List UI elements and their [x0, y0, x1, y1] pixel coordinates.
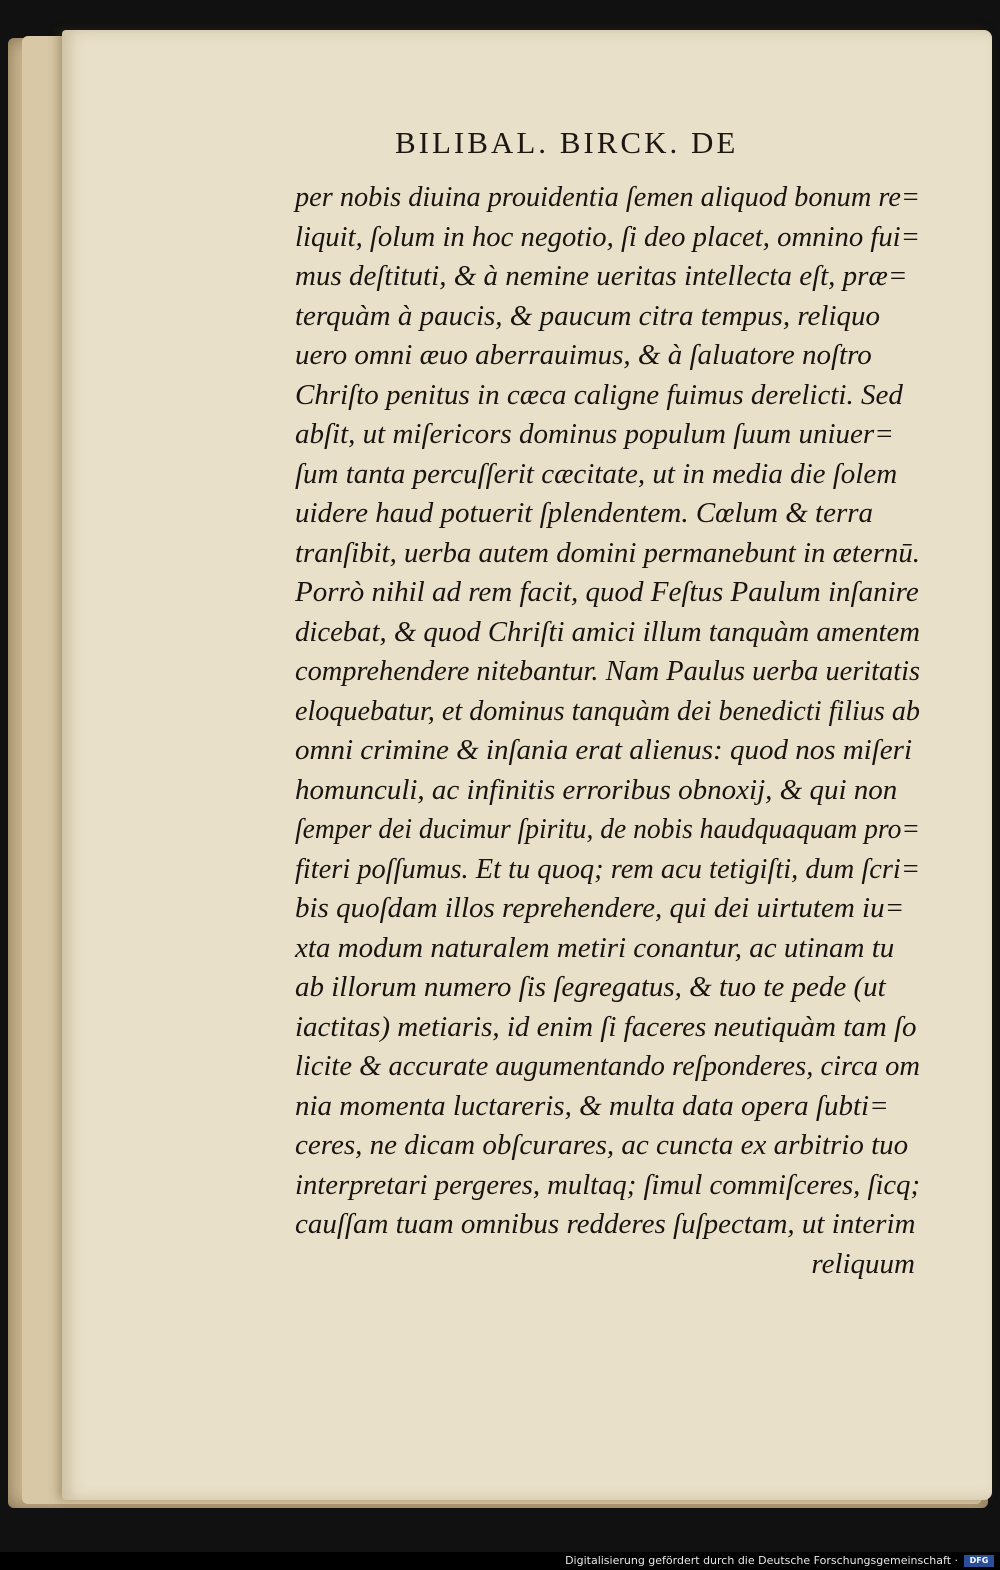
text-line: licite & accurate augumentando reſponderes, circa om: [295, 1050, 920, 1082]
text-line: ceres, ne dicam obſcurares, ac cuncta ex arbitrio tuo: [295, 1129, 909, 1161]
text-line: ſum tanta percuſſerit cæcitate, ut in media die ſolem: [295, 457, 898, 490]
text-line: Chriſto penitus in cæca caligne fuimus derelicti. Sed: [295, 378, 903, 411]
text-line: xta modum naturalem metiri conantur, ac utinam tu: [295, 931, 895, 964]
text-line: homunculi, ac infinitis erroribus obnoxij, & qui non: [295, 773, 898, 806]
text-line: ab illorum numero ſis ſegregatus, & tuo te pede (ut: [295, 971, 886, 1003]
text-line: cauſſam tuam omnibus redderes ſuſpectam, ut interim: [295, 1208, 916, 1240]
text-line: mus deſtituti, & à nemine ueritas intellecta eſt, præ=: [295, 260, 908, 292]
catchword: reliquum: [811, 1247, 915, 1280]
text-line: fiteri poſſumus. Et tu quoq; rem acu tetigiſti, dum ſcri=: [295, 852, 920, 885]
text-line: Porrò nihil ad rem facit, quod Feſtus Paulum inſanire: [295, 576, 919, 608]
text-line: comprehendere nitebantur. Nam Paulus uerba ueritatis: [295, 655, 920, 687]
text-line: dicebat, & quod Chriſti amici illum tanquàm amentem: [295, 615, 920, 648]
text-line: iactitas) metiaris, id enim ſi faceres neutiquàm tam ſo: [295, 1010, 917, 1043]
text-line: eloquebatur, et dominus tanquàm dei benedicti filius ab: [295, 694, 920, 727]
text-line: interpretari pergeres, multaq; ſimul commiſceres, ſicq;: [295, 1168, 920, 1201]
text-line: liquit, ſolum in hoc negotio, ſi deo placet, omnino fui=: [295, 220, 920, 253]
body-text: [295, 178, 935, 1284]
text-line: uidere haud potuerit ſplendentem. Cœlum & terra: [295, 497, 874, 529]
text-line: ſemper dei ducimur ſpiritu, de nobis haudquaquam pro=: [295, 813, 920, 845]
text-line: omni crimine & inſania erat alienus: quod nos miſeri: [295, 734, 913, 766]
text-line: nia momenta luctareris, & multa data opera ſubti=: [295, 1089, 889, 1122]
text-line: terquàm à paucis, & paucum citra tempus, reliquo: [295, 299, 881, 332]
funding-credit: Digitalisierung gefördert durch die Deutsche Forschungsgemeinschaft ·: [565, 1554, 958, 1567]
text-line: per nobis diuina prouidentia ſemen aliquod bonum re=: [295, 181, 920, 213]
text-line: bis quoſdam illos reprehendere, qui dei uirtutem iu=: [295, 892, 905, 924]
running-head: BILIBAL. BIRCK. DE: [395, 125, 739, 160]
text-line: abſit, ut miſericors dominus populum ſuum uniuer=: [295, 418, 894, 450]
text-line: tranſibit, uerba autem domini permanebunt in æternū.: [295, 536, 920, 569]
text-line: uero omni æuo aberrauimus, & à ſaluatore noſtro: [295, 339, 872, 371]
dfg-logo-icon: DFG: [964, 1555, 994, 1567]
